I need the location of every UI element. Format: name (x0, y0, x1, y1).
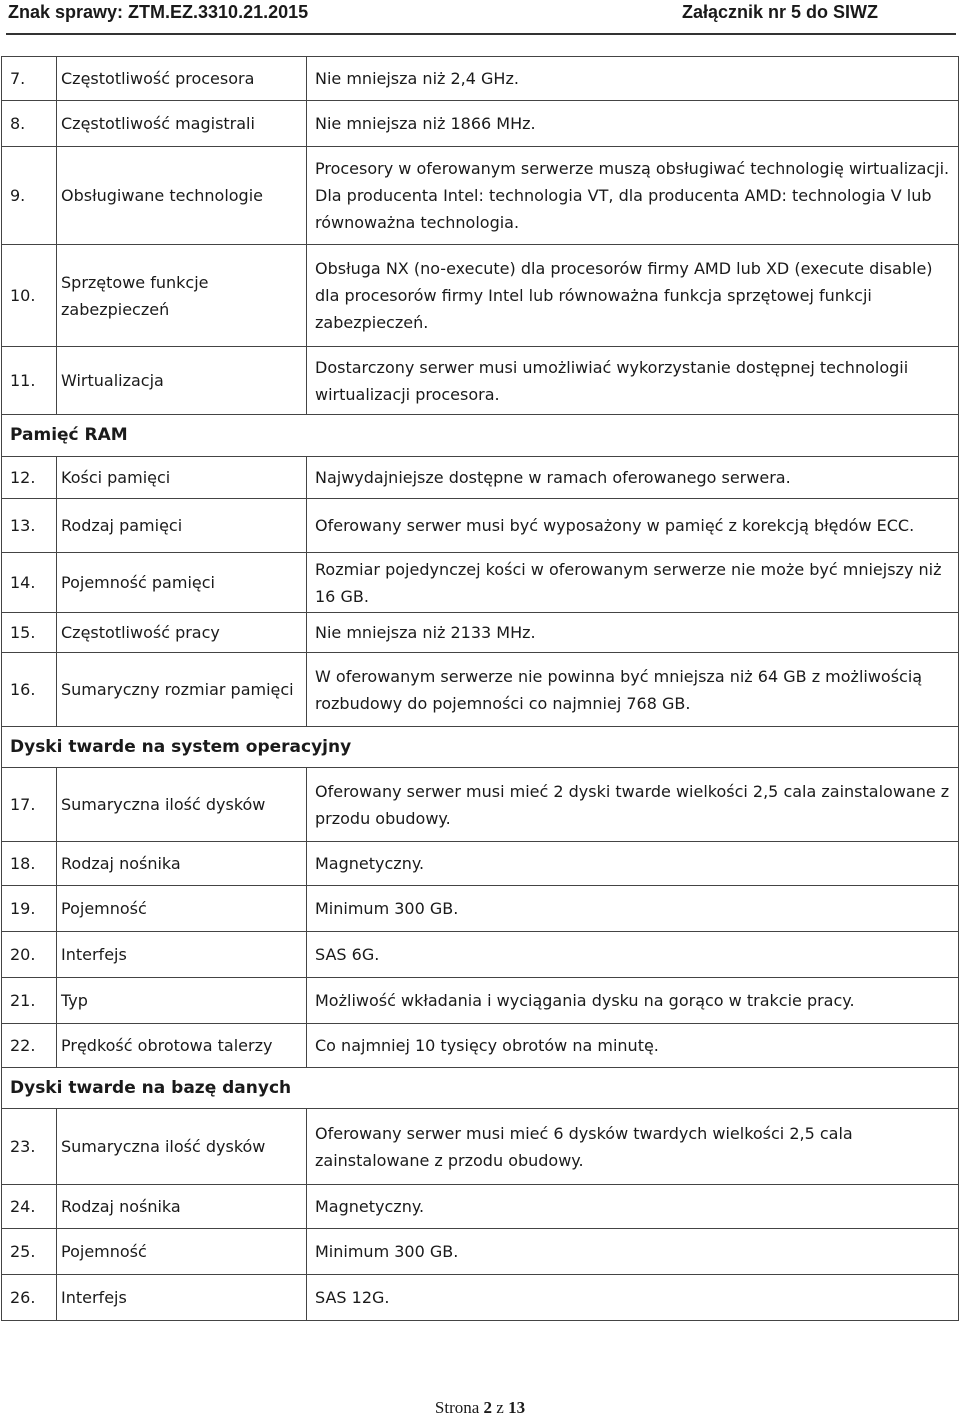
spec-row (2, 1109, 959, 1185)
spec-row (2, 245, 959, 347)
parameter-value: Nie mniejsza niż 1866 MHz. (307, 101, 959, 147)
spec-row (2, 147, 959, 245)
spec-row (2, 842, 959, 886)
spec-row (2, 347, 959, 415)
parameter-name: Pojemność pamięci (57, 553, 307, 613)
parameter-name: Interfejs (57, 1275, 307, 1321)
parameter-value: SAS 6G. (307, 932, 959, 978)
spec-row (2, 1185, 959, 1229)
specification-table (1, 56, 959, 1321)
item-number: 8. (2, 101, 57, 147)
parameter-value: Możliwość wkładania i wyciągania dysku na gorąco w trakcie pracy. (307, 978, 959, 1024)
page-label: Strona (434, 1398, 484, 1417)
item-number: 24. (2, 1185, 57, 1229)
parameter-value: Minimum 300 GB. (307, 886, 959, 932)
parameter-value: Nie mniejsza niż 2,4 GHz. (307, 57, 959, 101)
section-title: Dyski twarde na bazę danych (2, 1068, 959, 1109)
parameter-name: Rodzaj nośnika (57, 842, 307, 886)
item-number: 7. (2, 57, 57, 101)
item-number: 13. (2, 499, 57, 553)
parameter-name: Wirtualizacja (57, 347, 307, 415)
spec-row (2, 1275, 959, 1321)
parameter-value: Co najmniej 10 tysięcy obrotów na minutę. (307, 1024, 959, 1068)
spec-row (2, 1024, 959, 1068)
parameter-name: Pojemność (57, 1229, 307, 1275)
parameter-value: Obsługa NX (no-execute) dla procesorów firmy AMD lub XD (execute disable) dla procesorów firmy Intel lub równoważna funkcja sprzętowej funkcji zabezpieczeń. (307, 245, 959, 347)
item-number: 14. (2, 553, 57, 613)
parameter-value: Minimum 300 GB. (307, 1229, 959, 1275)
parameter-value: Procesory w oferowanym serwerze muszą obsługiwać technologię wirtualizacji. Dla producenta Intel: technologia VT, dla producenta AMD: technologia V lub równoważna technologia. (307, 147, 959, 245)
parameter-value: Oferowany serwer musi mieć 6 dysków twardych wielkości 2,5 cala zainstalowane z przodu obudowy. (307, 1109, 959, 1185)
case-number: Znak sprawy: ZTM.EZ.3310.21.2015 (8, 2, 309, 22)
item-number: 16. (2, 653, 57, 727)
page-of: z (492, 1398, 509, 1417)
parameter-name: Rodzaj nośnika (57, 1185, 307, 1229)
parameter-name: Obsługiwane technologie (57, 147, 307, 245)
parameter-value: W oferowanym serwerze nie powinna być mniejsza niż 64 GB z możliwością rozbudowy do pojemności co najmniej 768 GB. (307, 653, 959, 727)
parameter-value: Najwydajniejsze dostępne w ramach oferowanego serwera. (307, 457, 959, 499)
attachment-label: Załącznik nr 5 do SIWZ (681, 2, 878, 22)
section-header-row (2, 1068, 959, 1109)
item-number: 12. (2, 457, 57, 499)
item-number: 18. (2, 842, 57, 886)
item-number: 17. (2, 768, 57, 842)
item-number: 15. (2, 613, 57, 653)
section-header-row (2, 415, 959, 457)
parameter-name: Sprzętowe funkcje zabezpieczeń (57, 245, 307, 347)
parameter-name: Rodzaj pamięci (57, 499, 307, 553)
spec-row (2, 499, 959, 553)
parameter-value: Rozmiar pojedynczej kości w oferowanym serwerze nie może być mniejszy niż 16 GB. (307, 553, 959, 613)
item-number: 25. (2, 1229, 57, 1275)
spec-row (2, 553, 959, 613)
section-title: Pamięć RAM (2, 415, 959, 457)
spec-row (2, 457, 959, 499)
spec-row (2, 932, 959, 978)
parameter-value: SAS 12G. (307, 1275, 959, 1321)
parameter-value: Magnetyczny. (307, 842, 959, 886)
item-number: 21. (2, 978, 57, 1024)
spec-row (2, 57, 959, 101)
section-header-row (2, 727, 959, 768)
parameter-name: Sumaryczny rozmiar pamięci (57, 653, 307, 727)
item-number: 11. (2, 347, 57, 415)
section-title: Dyski twarde na system operacyjny (2, 727, 959, 768)
parameter-value: Magnetyczny. (307, 1185, 959, 1229)
parameter-name: Interfejs (57, 932, 307, 978)
item-number: 10. (2, 245, 57, 347)
spec-row (2, 768, 959, 842)
parameter-name: Prędkość obrotowa talerzy (57, 1024, 307, 1068)
specification-table-body (2, 57, 959, 1321)
parameter-name: Sumaryczna ilość dysków (57, 1109, 307, 1185)
spec-row (2, 101, 959, 147)
spec-row (2, 653, 959, 727)
page-number: 2 (483, 1398, 493, 1417)
spec-row (2, 1229, 959, 1275)
item-number: 23. (2, 1109, 57, 1185)
header-divider (6, 33, 956, 35)
parameter-name: Kości pamięci (57, 457, 307, 499)
item-number: 22. (2, 1024, 57, 1068)
spec-row (2, 886, 959, 932)
parameter-name: Typ (57, 978, 307, 1024)
spec-row (2, 613, 959, 653)
page-footer (0, 1398, 960, 1418)
item-number: 20. (2, 932, 57, 978)
parameter-name: Sumaryczna ilość dysków (57, 768, 307, 842)
parameter-value: Dostarczony serwer musi umożliwiać wykorzystanie dostępnej technologii wirtualizacji procesora. (307, 347, 959, 415)
item-number: 26. (2, 1275, 57, 1321)
parameter-value: Oferowany serwer musi mieć 2 dyski twarde wielkości 2,5 cala zainstalowane z przodu obudowy. (307, 768, 959, 842)
parameter-name: Częstotliwość magistrali (57, 101, 307, 147)
item-number: 9. (2, 147, 57, 245)
parameter-name: Częstotliwość procesora (57, 57, 307, 101)
spec-row (2, 978, 959, 1024)
parameter-name: Pojemność (57, 886, 307, 932)
parameter-value: Nie mniejsza niż 2133 MHz. (307, 613, 959, 653)
parameter-value: Oferowany serwer musi być wyposażony w pamięć z korekcją błędów ECC. (307, 499, 959, 553)
page-header (0, 0, 960, 30)
parameter-name: Częstotliwość pracy (57, 613, 307, 653)
page-total: 13 (508, 1398, 526, 1417)
item-number: 19. (2, 886, 57, 932)
